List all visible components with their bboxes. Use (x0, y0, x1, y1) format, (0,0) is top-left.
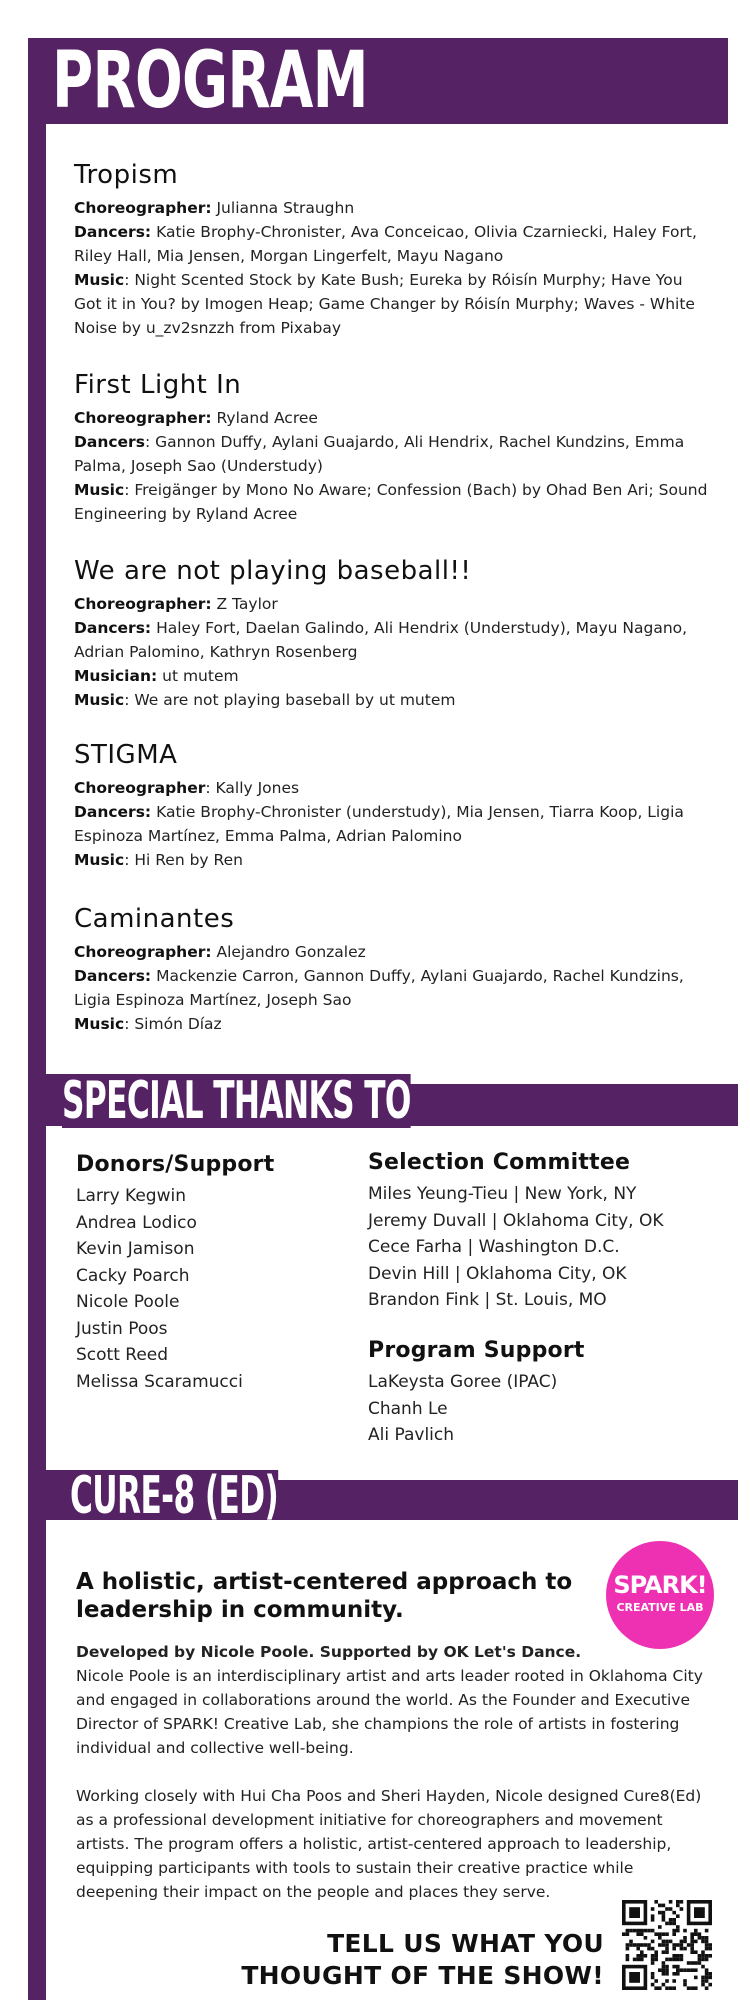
qr-module (676, 1954, 680, 1958)
credit-line (74, 940, 714, 964)
qr-module (676, 1914, 680, 1918)
credit-value: : Hi Ren by Ren (124, 851, 243, 869)
qr-module (698, 1954, 702, 1958)
qr-module (669, 1986, 673, 1990)
cta-line-1: TELL US WHAT YOU (327, 1929, 604, 1958)
list-item: Ali Pavlich (368, 1425, 455, 1445)
show-block (74, 370, 714, 526)
qr-module (687, 1968, 691, 1972)
qr-module (683, 1940, 687, 1944)
qr-module (708, 1954, 712, 1958)
qr-module (640, 1950, 644, 1954)
credit-value: Ryland Acree (211, 409, 318, 427)
qr-module (676, 1958, 680, 1962)
qr-module (644, 1954, 648, 1958)
qr-module (665, 1986, 669, 1990)
donors-heading: Donors/Support (76, 1152, 275, 1177)
qr-module (651, 1907, 655, 1911)
qr-module (651, 1983, 655, 1987)
program-support-column (368, 1338, 728, 1449)
qr-module (636, 1954, 640, 1958)
qr-module (654, 1950, 658, 1954)
cure-body (76, 1640, 706, 1904)
qr-module (680, 1947, 684, 1951)
qr-module (705, 1972, 709, 1976)
list-item: Cacky Poarch (76, 1265, 190, 1286)
qr-module (658, 1925, 662, 1929)
qr-module (690, 1986, 694, 1990)
credit-line (74, 848, 714, 872)
list-item: Justin Poos (76, 1318, 168, 1339)
qr-module (640, 1954, 644, 1958)
credit-line (74, 406, 714, 430)
qr-module (651, 1972, 655, 1976)
qr-module (662, 1968, 666, 1972)
qr-module (690, 1940, 694, 1944)
qr-module (687, 1986, 691, 1990)
qr-module (665, 1922, 669, 1926)
qr-module (651, 1976, 655, 1980)
qr-module (701, 1976, 705, 1980)
qr-module (647, 1947, 651, 1951)
qr-module (662, 1972, 666, 1976)
show-title: We are not playing baseball!! (74, 556, 472, 586)
qr-module (698, 1932, 702, 1936)
credit-label: Choreographer: (74, 409, 212, 427)
qr-module (701, 1979, 705, 1983)
qr-module (705, 1936, 709, 1940)
credit-line (74, 478, 714, 526)
qr-module (662, 1914, 666, 1918)
qr-module (672, 1965, 676, 1969)
qr-module (636, 1932, 640, 1936)
qr-module (705, 1979, 709, 1983)
credit-label: Dancers (74, 433, 145, 451)
show-title: Tropism (74, 160, 179, 190)
qr-module (690, 1968, 694, 1972)
qr-module (629, 1940, 633, 1944)
qr-module (651, 1929, 655, 1933)
qr-module (708, 1943, 712, 1947)
qr-module (683, 1983, 687, 1987)
credit-label: Choreographer: (74, 943, 212, 961)
qr-module (662, 1950, 666, 1954)
credit-value: : Simón Díaz (124, 1015, 222, 1033)
credit-label: Music (74, 1015, 125, 1033)
credit-label: Musician: (74, 667, 158, 685)
program-support-heading: Program Support (368, 1338, 585, 1363)
credit-line (74, 800, 714, 848)
credit-label: Choreographer: (74, 595, 212, 613)
qr-module (676, 1943, 680, 1947)
qr-module (665, 1947, 669, 1951)
qr-module (672, 1911, 676, 1915)
credit-label: Music (74, 851, 125, 869)
credit-value: : Kally Jones (205, 779, 300, 797)
qr-module (698, 1936, 702, 1940)
qr-module (669, 1958, 673, 1962)
qr-module (644, 1929, 648, 1933)
qr-module (665, 1968, 669, 1972)
show-block (74, 740, 714, 872)
credit-value: Katie Brophy-Chronister, Ava Conceicao, Olivia Czarniecki, Haley Fort, Riley Hall, Mia Jensen, Morgan Lingerfelt, Mayu Nagano (74, 223, 697, 265)
qr-code-icon (622, 1900, 712, 1990)
qr-module (636, 1947, 640, 1951)
qr-module (705, 1943, 709, 1947)
list-item: Devin Hill | Oklahoma City, OK (368, 1263, 627, 1284)
qr-module (705, 1986, 709, 1990)
qr-module (665, 1958, 669, 1962)
qr-module (701, 1954, 705, 1958)
qr-module (672, 1972, 676, 1976)
credit-label: Choreographer: (74, 199, 212, 217)
qr-module (705, 1929, 709, 1933)
qr-module (672, 1979, 676, 1983)
qr-module (658, 1911, 662, 1915)
qr-module (633, 1943, 637, 1947)
credit-label: Dancers: (74, 223, 152, 241)
qr-module (651, 1961, 655, 1965)
qr-module (708, 1972, 712, 1976)
qr-module (665, 1979, 669, 1983)
qr-module (680, 1900, 684, 1904)
credit-line (74, 1012, 714, 1036)
qr-module (680, 1943, 684, 1947)
qr-module (654, 1958, 658, 1962)
thanks-band-notch (408, 1074, 738, 1084)
qr-module (694, 1986, 698, 1990)
qr-module (690, 1943, 694, 1947)
qr-module (687, 1961, 691, 1965)
qr-module (676, 1968, 680, 1972)
qr-module (690, 1947, 694, 1951)
list-item: Kevin Jamison (76, 1239, 195, 1259)
qr-module (626, 1932, 630, 1936)
qr-module (680, 1954, 684, 1958)
qr-module (672, 1918, 676, 1922)
committee-heading: Selection Committee (368, 1150, 631, 1175)
qr-module (705, 1958, 709, 1962)
qr-module (654, 1979, 658, 1983)
credit-line (74, 964, 714, 1012)
qr-module (662, 1918, 666, 1922)
qr-module (654, 1986, 658, 1990)
credit-label: Choreographer (74, 779, 206, 797)
program-support-list (368, 1369, 728, 1449)
qr-module (690, 1961, 694, 1965)
logo-text-creative-lab: CREATIVE LAB (616, 1601, 704, 1614)
qr-module (708, 1947, 712, 1951)
qr-module (636, 1943, 640, 1947)
list-item: LaKeysta Goree (IPAC) (368, 1372, 558, 1392)
feedback-qr-code[interactable] (622, 1900, 712, 1990)
credit-value: : Night Scented Stock by Kate Bush; Eureka by Róisín Murphy; Have You Got it in You? by Imogen Heap; Game Changer by Róisín Murphy; Waves - White Noise by u_zv2snzzh from Pixabay (74, 271, 695, 337)
qr-module (676, 1965, 680, 1969)
list-item: Andrea Lodico (76, 1212, 197, 1233)
cure-paragraph-2: Working closely with Hui Cha Poos and Sheri Hayden, Nicole designed Cure8(Ed) as a professional development initiative for choreographers and movement artists. The program offers a holistic, artist-centered approach to leadership, equipping participants with tools to sustain their creative practice while deepening their impact on the people and places they serve. (76, 1787, 702, 1901)
qr-module (651, 1958, 655, 1962)
credit-value: Katie Brophy-Chronister (understudy), Mia Jensen, Tiarra Koop, Ligia Espinoza Martínez, Emma Palma, Adrian Palomino (74, 803, 684, 845)
qr-module (676, 1904, 680, 1908)
qr-module (626, 1943, 630, 1947)
credit-line (74, 430, 714, 478)
qr-module (694, 1932, 698, 1936)
qr-module (629, 1972, 640, 1983)
qr-module (676, 1900, 680, 1904)
committee-column (368, 1150, 728, 1314)
credit-line (74, 196, 714, 220)
qr-module (665, 1940, 669, 1944)
qr-module (622, 1932, 626, 1936)
qr-module (701, 1965, 705, 1969)
qr-module (651, 1940, 655, 1944)
qr-module (672, 1932, 676, 1936)
qr-module (680, 1907, 684, 1911)
qr-module (633, 1958, 637, 1962)
qr-module (629, 1943, 633, 1947)
qr-module (651, 1947, 655, 1951)
qr-module (636, 1929, 640, 1933)
qr-module (694, 1950, 698, 1954)
credit-value: ut mutem (157, 667, 239, 685)
qr-module (658, 1936, 662, 1940)
qr-module (658, 1904, 662, 1908)
credit-value: : Gannon Duffy, Aylani Guajardo, Ali Hendrix, Rachel Kundzins, Emma Palma, Joseph Sao (Understudy) (74, 433, 685, 475)
qr-module (705, 1968, 709, 1972)
qr-module (654, 1932, 658, 1936)
qr-module (698, 1958, 702, 1962)
credit-value: Alejandro Gonzalez (211, 943, 366, 961)
program-title: PROGRAM (52, 38, 375, 124)
donors-column (76, 1152, 366, 1395)
qr-module (651, 1954, 655, 1958)
qr-module (654, 1900, 658, 1904)
qr-module (651, 1918, 655, 1922)
qr-module (644, 1936, 648, 1940)
qr-module (694, 1961, 698, 1965)
qr-module (705, 1976, 709, 1980)
qr-module (676, 1929, 680, 1933)
qr-module (694, 1976, 698, 1980)
qr-module (647, 1929, 651, 1933)
qr-module (662, 1940, 666, 1944)
qr-module (690, 1936, 694, 1940)
qr-module (662, 1943, 666, 1947)
qr-module (705, 1947, 709, 1951)
qr-module (701, 1940, 705, 1944)
list-item: Melissa Scaramucci (76, 1371, 243, 1392)
qr-module (669, 1907, 673, 1911)
spark-creative-lab-logo (606, 1541, 714, 1649)
qr-module (694, 1929, 698, 1933)
credit-label: Dancers: (74, 619, 152, 637)
feedback-call-to-action (241, 1928, 604, 1992)
qr-module (626, 1954, 630, 1958)
qr-module (680, 1968, 684, 1972)
donors-list (76, 1183, 366, 1395)
qr-module (662, 1983, 666, 1987)
thanks-title: SPECIAL THANKS TO (62, 1071, 411, 1131)
credit-value: Haley Fort, Daelan Galindo, Ali Hendrix (Understudy), Mayu Nagano, Adrian Palomino, Kathryn Rosenberg (74, 619, 688, 661)
credit-label: Dancers: (74, 803, 152, 821)
list-item: Jeremy Duvall | Oklahoma City, OK (368, 1210, 664, 1231)
credit-line (74, 664, 714, 688)
cure-heading: A holistic, artist-centered approach to leadership in community. (76, 1569, 573, 1623)
qr-module (669, 1940, 673, 1944)
qr-module (683, 1936, 687, 1940)
qr-module (629, 1907, 640, 1918)
credit-line (74, 688, 714, 712)
qr-module (701, 1936, 705, 1940)
qr-module (662, 1904, 666, 1908)
qr-module (676, 1972, 680, 1976)
qr-module (672, 1986, 676, 1990)
qr-module (651, 1914, 655, 1918)
credit-label: Music (74, 271, 125, 289)
qr-module (669, 1918, 673, 1922)
cure-title: CURE-8 (ED) (70, 1466, 279, 1526)
show-title: Caminantes (74, 904, 235, 934)
qr-module (672, 1947, 676, 1951)
show-title: STIGMA (74, 740, 178, 770)
qr-module (705, 1940, 709, 1944)
qr-module (633, 1929, 637, 1933)
qr-module (640, 1929, 644, 1933)
qr-module (672, 1943, 676, 1947)
qr-module (701, 1983, 705, 1987)
qr-module (708, 1983, 712, 1987)
qr-module (640, 1932, 644, 1936)
credit-label: Music (74, 691, 125, 709)
qr-module (662, 1961, 666, 1965)
qr-module (705, 1954, 709, 1958)
qr-module (683, 1979, 687, 1983)
credit-label: Dancers: (74, 967, 152, 985)
qr-module (626, 1929, 630, 1933)
committee-list (368, 1181, 728, 1314)
qr-module (672, 1954, 676, 1958)
qr-module (672, 1922, 676, 1926)
credit-line (74, 268, 714, 340)
show-block (74, 556, 714, 712)
list-item: Miles Yeung-Tieu | New York, NY (368, 1184, 637, 1204)
logo-text-spark: SPARK! (613, 1571, 707, 1599)
qr-module (665, 1932, 669, 1936)
qr-module (665, 1965, 669, 1969)
qr-module (658, 1943, 662, 1947)
qr-module (694, 1968, 698, 1972)
credit-line (74, 616, 714, 664)
qr-module (676, 1925, 680, 1929)
qr-module (683, 1968, 687, 1972)
qr-module (680, 1940, 684, 1944)
show-title: First Light In (74, 370, 242, 400)
qr-module (662, 1932, 666, 1936)
credit-value: : We are not playing baseball by ut mutem (124, 691, 456, 709)
qr-module (665, 1950, 669, 1954)
cta-line-2: THOUGHT OF THE SHOW! (241, 1961, 604, 1990)
qr-module (636, 1958, 640, 1962)
qr-module (658, 1932, 662, 1936)
qr-module (662, 1911, 666, 1915)
credit-label: Music (74, 481, 125, 499)
qr-module (672, 1958, 676, 1962)
qr-module (665, 1972, 669, 1976)
show-block (74, 160, 714, 340)
qr-module (690, 1950, 694, 1954)
qr-module (690, 1932, 694, 1936)
credit-line (74, 220, 714, 268)
left-accent-bar (28, 38, 46, 2000)
qr-module (694, 1907, 705, 1918)
qr-module (683, 1929, 687, 1933)
cure-paragraph-1: Nicole Poole is an interdisciplinary artist and arts leader rooted in Oklahoma City and engaged in collaborations around the world. As the Founder and Executive Director of SPARK! Creative Lab, she champions the role of artists in fostering individual and collective well-being. (76, 1667, 703, 1757)
qr-module (654, 1954, 658, 1958)
qr-module (701, 1950, 705, 1954)
list-item: Cece Farha | Washington D.C. (368, 1237, 620, 1257)
qr-module (698, 1961, 702, 1965)
qr-module (665, 1943, 669, 1947)
cure-developed-by: Developed by Nicole Poole. Supported by OK Let's Dance. (76, 1643, 582, 1661)
credit-line (74, 592, 714, 616)
qr-module (672, 1929, 676, 1933)
list-item: Nicole Poole (76, 1292, 180, 1312)
credit-line (74, 776, 714, 800)
credit-value: Z Taylor (211, 595, 278, 613)
qr-module (640, 1943, 644, 1947)
credit-value: Mackenzie Carron, Gannon Duffy, Aylani Guajardo, Rachel Kundzins, Ligia Espinoza Martínez, Joseph Sao (74, 967, 684, 1009)
show-block (74, 904, 714, 1036)
cure-band-notch (268, 1470, 738, 1480)
qr-module (665, 1907, 669, 1911)
qr-module (680, 1958, 684, 1962)
qr-module (687, 1943, 691, 1947)
list-item: Larry Kegwin (76, 1186, 186, 1206)
qr-module (683, 1947, 687, 1951)
qr-module (647, 1943, 651, 1947)
qr-module (626, 1947, 630, 1951)
qr-module (669, 1900, 673, 1904)
qr-module (658, 1968, 662, 1972)
qr-module (640, 1958, 644, 1962)
qr-module (708, 1976, 712, 1980)
qr-module (662, 1965, 666, 1969)
qr-module (669, 1922, 673, 1926)
qr-module (658, 1986, 662, 1990)
qr-module (626, 1958, 630, 1962)
qr-module (701, 1958, 705, 1962)
qr-module (644, 1943, 648, 1947)
qr-module (694, 1940, 698, 1944)
qr-module (629, 1929, 633, 1933)
list-item: Scott Reed (76, 1345, 169, 1365)
credit-value: Julianna Straughn (211, 199, 355, 217)
credit-value: : Freigänger by Mono No Aware; Confession (Bach) by Ohad Ben Ari; Sound Engineering by Ryland Acree (74, 481, 708, 523)
list-item: Brandon Fink | St. Louis, MO (368, 1290, 607, 1310)
list-item: Chanh Le (368, 1398, 448, 1419)
